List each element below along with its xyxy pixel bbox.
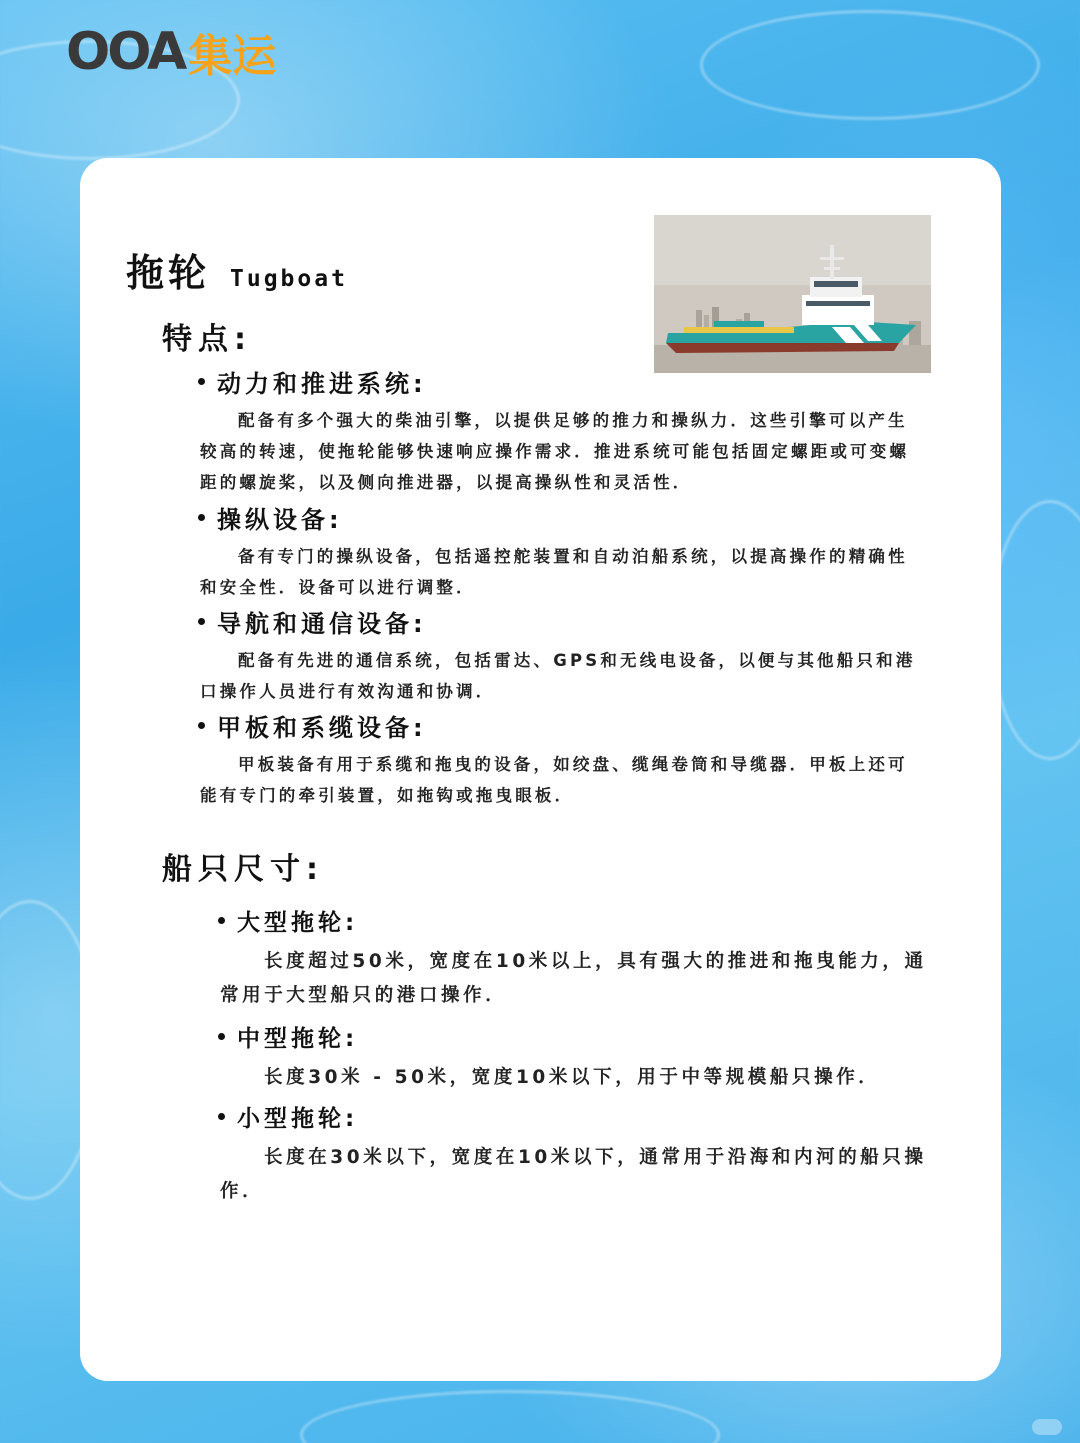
size-title: 大型拖轮: <box>237 910 359 936</box>
brand-logo <box>66 22 276 82</box>
size-title: 中型拖轮: <box>237 1026 359 1052</box>
feature-text: 配备有先进的通信系统，包括雷达、GPS和无线电设备，以便与其他船只和港口操作人员进行有效沟通和协调． <box>200 651 916 701</box>
feature-title: 甲板和系缆设备: <box>217 714 427 742</box>
sizes-heading: 船只尺寸: <box>162 852 324 887</box>
content-card <box>80 158 1001 1381</box>
page-title-english: Tugboat <box>230 266 348 292</box>
feature-item <box>198 500 918 603</box>
feature-item <box>198 708 918 811</box>
tugboat-photo <box>654 215 931 373</box>
water-caustic <box>700 10 1040 120</box>
size-text: 长度超过50米，宽度在10米以上，具有强大的推进和拖曳能力，通常用于大型船只的港口操作． <box>220 951 927 1006</box>
bullet-icon <box>198 618 205 625</box>
feature-text: 备有专门的操纵设备，包括遥控舵装置和自动泊船系统，以提高操作的精确性和安全性．设备可以进行调整． <box>200 547 908 597</box>
feature-title: 导航和通信设备: <box>217 610 427 638</box>
page-title-chinese: 拖轮 <box>126 251 211 295</box>
bullet-icon <box>218 1113 225 1120</box>
brand-logo-latin: OOA <box>66 22 185 82</box>
bullet-icon <box>198 514 205 521</box>
feature-title: 操纵设备: <box>217 506 343 534</box>
bullet-icon <box>198 722 205 729</box>
page-title <box>126 242 348 297</box>
size-title: 小型拖轮: <box>237 1106 359 1132</box>
water-caustic <box>990 500 1080 760</box>
size-text: 长度在30米以下，宽度在10米以下，通常用于沿海和内河的船只操作． <box>220 1147 927 1202</box>
feature-item <box>198 364 918 498</box>
size-text: 长度30米 - 50米，宽度10米以下，用于中等规模船只操作． <box>264 1067 881 1088</box>
bullet-icon <box>218 1033 225 1040</box>
water-caustic <box>300 1390 720 1443</box>
watermark-logo <box>1032 1419 1062 1435</box>
feature-title: 动力和推进系统: <box>217 370 427 398</box>
bullet-icon <box>218 917 225 924</box>
feature-text: 甲板装备有用于系缆和拖曳的设备，如绞盘、缆绳卷筒和导缆器．甲板上还可能有专门的牵引装置，如拖钩或拖曳眼板． <box>200 755 908 805</box>
feature-item <box>198 604 918 707</box>
size-item <box>218 1100 938 1209</box>
bullet-icon <box>198 378 205 385</box>
features-heading: 特点: <box>162 322 252 357</box>
size-item <box>218 1020 938 1095</box>
size-item <box>218 904 938 1013</box>
feature-text: 配备有多个强大的柴油引擎，以提供足够的推力和操纵力．这些引擎可以产生较高的转速，使拖轮能够快速响应操作需求．推进系统可能包括固定螺距或可变螺距的螺旋桨，以及侧向推进器，以提高操纵性和灵活性． <box>200 411 910 492</box>
brand-logo-chinese: 集运 <box>188 31 277 82</box>
